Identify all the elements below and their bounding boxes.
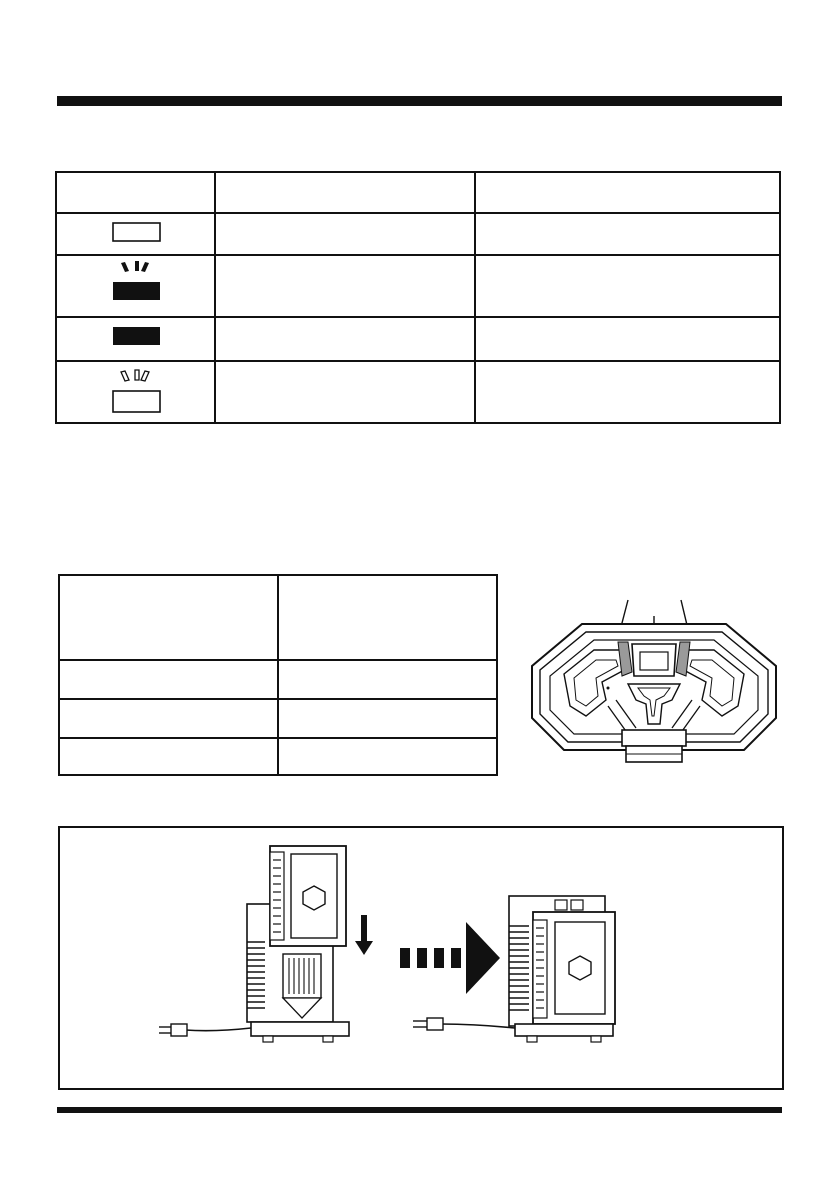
- charger-top-view-diagram: [524, 596, 784, 766]
- charger-with-battery-seated: [405, 890, 625, 1050]
- table-divider: [214, 173, 216, 422]
- led-flashing-solid-icon: [112, 261, 162, 307]
- component-table: [58, 574, 498, 776]
- led-status-table: [55, 171, 781, 424]
- arrow-down-icon: [354, 915, 374, 957]
- led-flashing-outline-icon: [112, 369, 162, 417]
- table-divider: [60, 698, 496, 700]
- table-divider: [57, 360, 779, 362]
- table-divider: [60, 659, 496, 661]
- top-rule: [57, 96, 782, 106]
- table-divider: [57, 316, 779, 318]
- led-off-icon: [112, 221, 162, 245]
- table-divider: [57, 212, 779, 214]
- charger-with-battery-inserting: [155, 842, 355, 1047]
- table-divider: [60, 737, 496, 739]
- bottom-rule: [57, 1107, 782, 1113]
- table-divider: [57, 254, 779, 256]
- table-divider: [474, 173, 476, 422]
- table-divider: [277, 576, 279, 774]
- led-solid-on-icon: [112, 325, 162, 349]
